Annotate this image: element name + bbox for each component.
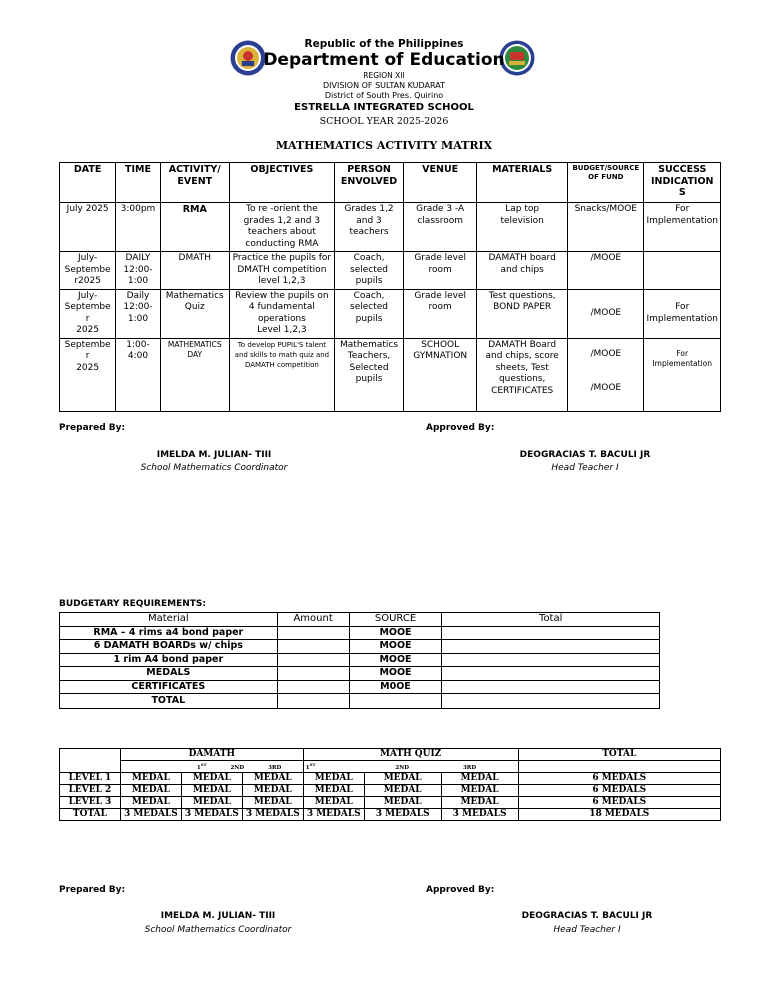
medals-level: LEVEL 2 bbox=[60, 784, 121, 796]
medals-cell: MEDAL bbox=[303, 772, 364, 784]
medals-table bbox=[59, 748, 721, 821]
budget-table bbox=[59, 612, 660, 709]
budget-source: MOOE bbox=[349, 653, 442, 667]
prepared-by-name: IMELDA M. JULIAN- TIII bbox=[156, 450, 272, 460]
cell-person: Coach, selected pupils bbox=[334, 289, 403, 338]
budget-material: 6 DAMATH BOARDs w/ chips bbox=[60, 640, 278, 654]
total-places bbox=[518, 761, 721, 773]
budget-total bbox=[442, 626, 660, 640]
budget-amount bbox=[277, 640, 349, 654]
medals-cell: MEDAL bbox=[120, 772, 181, 784]
medals-group-math-quiz: MATH QUIZ bbox=[303, 749, 518, 761]
budget-col-total: Total bbox=[442, 613, 660, 627]
cell-activity: MATHEMATICS DAY bbox=[160, 338, 229, 411]
approved-by-label: Approved By: bbox=[426, 423, 495, 433]
medals-group-damath: DAMATH bbox=[120, 749, 303, 761]
medals-cell: MEDAL bbox=[242, 784, 303, 796]
cell-success: For Implementation bbox=[644, 289, 721, 338]
cell-objectives: To re -orient the grades 1,2 and 3 teachers about conducting RMA bbox=[229, 203, 334, 252]
medals-cell: MEDAL bbox=[441, 796, 518, 808]
cell-person: Grades 1,2 and 3 teachers bbox=[334, 203, 403, 252]
medals-corner bbox=[60, 749, 121, 773]
cell-objectives: To develop PUPIL'S talent and skills to math quiz and DAMATH competition bbox=[229, 338, 334, 411]
table-row bbox=[60, 626, 660, 640]
activity-matrix-table bbox=[59, 162, 721, 412]
medals-level: TOTAL bbox=[60, 808, 121, 820]
budget-source bbox=[349, 694, 442, 709]
budget-source: MOOE bbox=[349, 626, 442, 640]
republic-line: Republic of the Philippines bbox=[304, 38, 464, 50]
cell-objectives: Practice the pupils for DMATH competition level 1,2,3 bbox=[229, 252, 334, 290]
school-year: SCHOOL YEAR 2025-2026 bbox=[319, 116, 449, 127]
budget-total bbox=[442, 653, 660, 667]
cell-budget: /MOOE /MOOE bbox=[568, 338, 644, 411]
cell-date: July 2025 bbox=[60, 203, 116, 252]
prepared-by-label-bottom: Prepared By: bbox=[59, 885, 126, 895]
cell-materials: Lap top television bbox=[477, 203, 568, 252]
budget-total bbox=[442, 640, 660, 654]
prepared-by-role-bottom: School Mathematics Coordinator bbox=[144, 925, 292, 935]
approved-by-name-bottom: DEOGRACIAS T. BACULI JR bbox=[521, 911, 653, 921]
medals-total: 18 MEDALS bbox=[518, 808, 721, 820]
department-title: Department of Education bbox=[263, 50, 505, 70]
medals-cell: MEDAL bbox=[120, 796, 181, 808]
cell-objectives: Review the pupils on 4 fundamental operations Level 1,2,3 bbox=[229, 289, 334, 338]
medals-total: 6 MEDALS bbox=[518, 796, 721, 808]
prepared-by-role: School Mathematics Coordinator bbox=[140, 463, 288, 473]
cell-budget: /MOOE bbox=[568, 289, 644, 338]
cell-activity: DMATH bbox=[160, 252, 229, 290]
prepared-by-name-bottom: IMELDA M. JULIAN- TIII bbox=[160, 911, 276, 921]
cell-budget: /MOOE bbox=[568, 252, 644, 290]
medals-cell: MEDAL bbox=[120, 784, 181, 796]
medals-places-row bbox=[60, 761, 721, 773]
cell-venue: SCHOOL GYMNATION bbox=[404, 338, 477, 411]
medals-cell: MEDAL bbox=[242, 772, 303, 784]
col-venue: VENUE bbox=[404, 163, 477, 203]
budget-total bbox=[442, 680, 660, 694]
medals-cell: MEDAL bbox=[441, 784, 518, 796]
medals-cell: MEDAL bbox=[181, 796, 242, 808]
region-line: REGION XII bbox=[363, 71, 405, 80]
budget-material: RMA – 4 rims a4 bond paper bbox=[60, 626, 278, 640]
budget-total bbox=[442, 694, 660, 709]
cell-time: DAILY 12:00- 1:00 bbox=[116, 252, 160, 290]
col-activity: ACTIVITY/ EVENT bbox=[160, 163, 229, 203]
cell-venue: Grade 3 -A classroom bbox=[404, 203, 477, 252]
medals-cell: MEDAL bbox=[242, 796, 303, 808]
medals-group-total: TOTAL bbox=[518, 749, 721, 761]
cell-success bbox=[644, 252, 721, 290]
col-person: PERSON ENVOLVED bbox=[334, 163, 403, 203]
table-row bbox=[60, 289, 721, 338]
medals-level: LEVEL 1 bbox=[60, 772, 121, 784]
cell-venue: Grade level room bbox=[404, 289, 477, 338]
medals-cell: MEDAL bbox=[303, 784, 364, 796]
col-date: DATE bbox=[60, 163, 116, 203]
cell-date: Septembe r 2025 bbox=[60, 338, 116, 411]
medals-cell: MEDAL bbox=[364, 772, 441, 784]
cell-activity: Mathematics Quiz bbox=[160, 289, 229, 338]
budget-source: M0OE bbox=[349, 680, 442, 694]
approved-by-name: DEOGRACIAS T. BACULI JR bbox=[519, 450, 651, 460]
budget-source: MOOE bbox=[349, 667, 442, 681]
medals-total: 6 MEDALS bbox=[518, 784, 721, 796]
budget-amount bbox=[277, 626, 349, 640]
budget-col-source: SOURCE bbox=[349, 613, 442, 627]
col-objectives: OBJECTIVES bbox=[229, 163, 334, 203]
approved-by-label-bottom: Approved By: bbox=[426, 885, 495, 895]
budget-material: TOTAL bbox=[60, 694, 278, 709]
medals-cell: MEDAL bbox=[364, 796, 441, 808]
medals-cell: 3 MEDALS bbox=[364, 808, 441, 820]
prepared-by-label: Prepared By: bbox=[59, 423, 126, 433]
budget-col-amount: Amount bbox=[277, 613, 349, 627]
medals-cell: MEDAL bbox=[303, 796, 364, 808]
table-row bbox=[60, 640, 660, 654]
medals-cell: MEDAL bbox=[181, 784, 242, 796]
medals-cell: 3 MEDALS bbox=[441, 808, 518, 820]
medals-level: LEVEL 3 bbox=[60, 796, 121, 808]
cell-time: 3:00pm bbox=[116, 203, 160, 252]
cell-success: For Implementation bbox=[644, 203, 721, 252]
budget-amount bbox=[277, 667, 349, 681]
budget-source: MOOE bbox=[349, 640, 442, 654]
medals-total: 6 MEDALS bbox=[518, 772, 721, 784]
table-row bbox=[60, 680, 660, 694]
budget-col-material: Material bbox=[60, 613, 278, 627]
budget-material: 1 rim A4 bond paper bbox=[60, 653, 278, 667]
col-success: SUCCESS INDICATION S bbox=[644, 163, 721, 203]
col-budget: BUDGET/SOURCE OF FUND bbox=[568, 163, 644, 203]
cell-materials: DAMATH Board and chips, score sheets, Test questions, CERTIFICATES bbox=[477, 338, 568, 411]
budget-material: CERTIFICATES bbox=[60, 680, 278, 694]
budget-header-row bbox=[60, 613, 660, 627]
district-line: District of South Pres. Quirino bbox=[324, 91, 444, 100]
budget-amount bbox=[277, 680, 349, 694]
cell-budget: Snacks/MOOE bbox=[568, 203, 644, 252]
medals-cell: 3 MEDALS bbox=[181, 808, 242, 820]
division-line: DIVISION OF SULTAN KUDARAT bbox=[323, 81, 445, 90]
budget-amount bbox=[277, 694, 349, 709]
cell-materials: DAMATH board and chips bbox=[477, 252, 568, 290]
cell-venue: Grade level room bbox=[404, 252, 477, 290]
medals-cell: 3 MEDALS bbox=[303, 808, 364, 820]
budget-amount bbox=[277, 653, 349, 667]
matrix-title: MATHEMATICS ACTIVITY MATRIX bbox=[275, 139, 493, 152]
table-row bbox=[60, 252, 721, 290]
table-row bbox=[60, 808, 721, 820]
cell-person: Coach, selected pupils bbox=[334, 252, 403, 290]
table-row bbox=[60, 653, 660, 667]
table-row bbox=[60, 667, 660, 681]
table-row bbox=[60, 772, 721, 784]
table-row bbox=[60, 796, 721, 808]
school-name: ESTRELLA INTEGRATED SCHOOL bbox=[294, 102, 474, 113]
approved-by-role: Head Teacher I bbox=[551, 463, 619, 473]
damath-places: 1ST 2ND 3RD bbox=[120, 761, 303, 773]
cell-time: Daily 12:00- 1:00 bbox=[116, 289, 160, 338]
medals-group-row bbox=[60, 749, 721, 761]
medals-cell: MEDAL bbox=[441, 772, 518, 784]
cell-date: July- Septembe r2025 bbox=[60, 252, 116, 290]
cell-date: July- Septembe r 2025 bbox=[60, 289, 116, 338]
cell-materials: Test questions, BOND PAPER bbox=[477, 289, 568, 338]
math-quiz-places: 1ST 2ND 3RD bbox=[303, 761, 518, 773]
medals-cell: MEDAL bbox=[181, 772, 242, 784]
budget-label: BUDGETARY REQUIREMENTS: bbox=[59, 599, 206, 609]
col-time: TIME bbox=[116, 163, 160, 203]
approved-by-role-bottom: Head Teacher I bbox=[553, 925, 621, 935]
cell-time: 1:00- 4:00 bbox=[116, 338, 160, 411]
budget-total bbox=[442, 667, 660, 681]
table-row bbox=[60, 694, 660, 709]
medals-cell: MEDAL bbox=[364, 784, 441, 796]
medals-cell: 3 MEDALS bbox=[242, 808, 303, 820]
table-row bbox=[60, 203, 721, 252]
matrix-header-row bbox=[60, 163, 721, 203]
cell-person: Mathematics Teachers, Selected pupils bbox=[334, 338, 403, 411]
table-row bbox=[60, 784, 721, 796]
col-materials: MATERIALS bbox=[477, 163, 568, 203]
cell-activity: RMA bbox=[160, 203, 229, 252]
budget-material: MEDALS bbox=[60, 667, 278, 681]
table-row bbox=[60, 338, 721, 411]
medals-cell: 3 MEDALS bbox=[120, 808, 181, 820]
cell-success: For Implementation bbox=[644, 338, 721, 411]
